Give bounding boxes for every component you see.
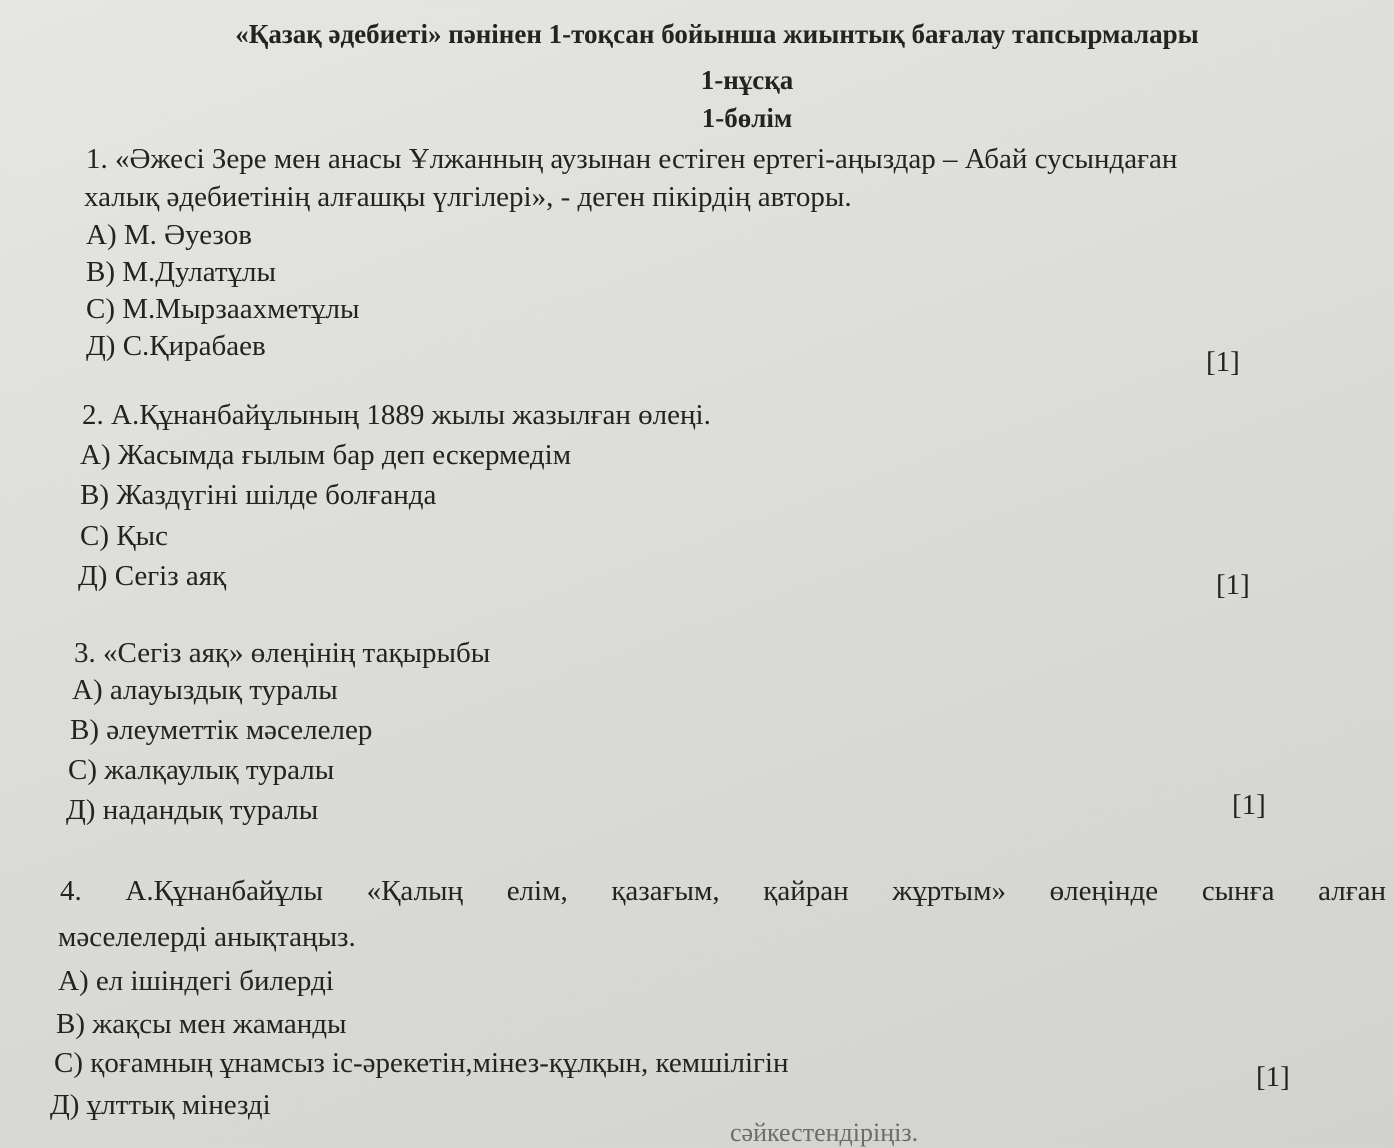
question-word: алған: [1318, 875, 1386, 907]
option-d: Д) Сегіз аяқ: [78, 560, 227, 592]
question-1-line2: халық әдебиетінің алғашқы үлгілері», - деген пікірдің авторы.: [84, 181, 852, 213]
variant-label: 1-нұсқа: [700, 65, 794, 95]
option-b: В) Жаздүгіні шілде болғанда: [80, 479, 437, 511]
question-number: 2.: [82, 399, 104, 431]
question-number: 1.: [86, 143, 108, 175]
option-c: С) қоғамның ұнамсыз іс-әрекетін,мінез-құлқын, кемшілігін: [54, 1047, 789, 1079]
option-d: Д) ұлттық мінезді: [50, 1089, 271, 1121]
question-word: «Қалың: [366, 875, 464, 907]
question-word: елім,: [506, 875, 568, 907]
question-1-line1: [86, 140, 1177, 178]
score-mark: [1]: [1216, 569, 1250, 601]
option-b: В) жақсы мен жаманды: [56, 1008, 347, 1040]
question-word: А.Құнанбайұлы: [125, 875, 323, 907]
question-word: қазағым,: [611, 875, 720, 907]
cut-off-footer-text: сәйкестендіріңіз.: [730, 1118, 919, 1147]
question-text: «Әжесі Зере мен анасы Ұлжанның аузынан естіген ертегі-аңыздар – Абай сусындаған: [115, 143, 1178, 175]
question-4-line1: [60, 872, 1386, 910]
question-text: «Сегіз аяқ» өлеңінің тақырыбы: [103, 637, 491, 669]
worksheet-title: «Қазақ әдебиеті» пәнінен 1-тоқсан бойынша жиынтық бағалау тапсырмалары: [235, 19, 1199, 49]
option-c: С) Қыс: [80, 520, 168, 552]
question-word: өлеңінде: [1049, 875, 1159, 907]
score-mark: [1]: [1232, 789, 1266, 821]
score-mark: [1]: [1256, 1061, 1290, 1093]
score-mark: [1]: [1206, 346, 1240, 378]
part-label: 1-бөлім: [701, 103, 793, 133]
question-2-line1: [82, 396, 711, 434]
option-d: Д) С.Қирабаев: [86, 330, 266, 362]
option-a: А) алауыздық туралы: [72, 674, 338, 706]
option-a: А) М. Әуезов: [86, 219, 252, 251]
question-number: 4.: [60, 875, 82, 907]
option-b: В) әлеуметтік мәселелер: [70, 714, 373, 746]
question-word: сынға: [1201, 875, 1275, 907]
option-c: С) М.Мырзаахметұлы: [86, 293, 360, 325]
option-a: А) ел ішіндегі билерді: [58, 965, 334, 997]
question-3-line1: [74, 634, 490, 672]
option-a: А) Жасымда ғылым бар деп ескермедім: [80, 439, 572, 471]
question-4-line2: мәселелерді анықтаңыз.: [58, 921, 356, 953]
option-d: Д) надандық туралы: [66, 794, 319, 826]
option-b: В) М.Дулатұлы: [86, 256, 277, 288]
question-word: жұртым»: [892, 875, 1006, 907]
question-text: А.Құнанбайұлының 1889 жылы жазылған өлеңі.: [111, 399, 711, 431]
question-number: 3.: [74, 637, 96, 669]
option-c: С) жалқаулық туралы: [68, 754, 335, 786]
question-word: қайран: [763, 875, 849, 907]
